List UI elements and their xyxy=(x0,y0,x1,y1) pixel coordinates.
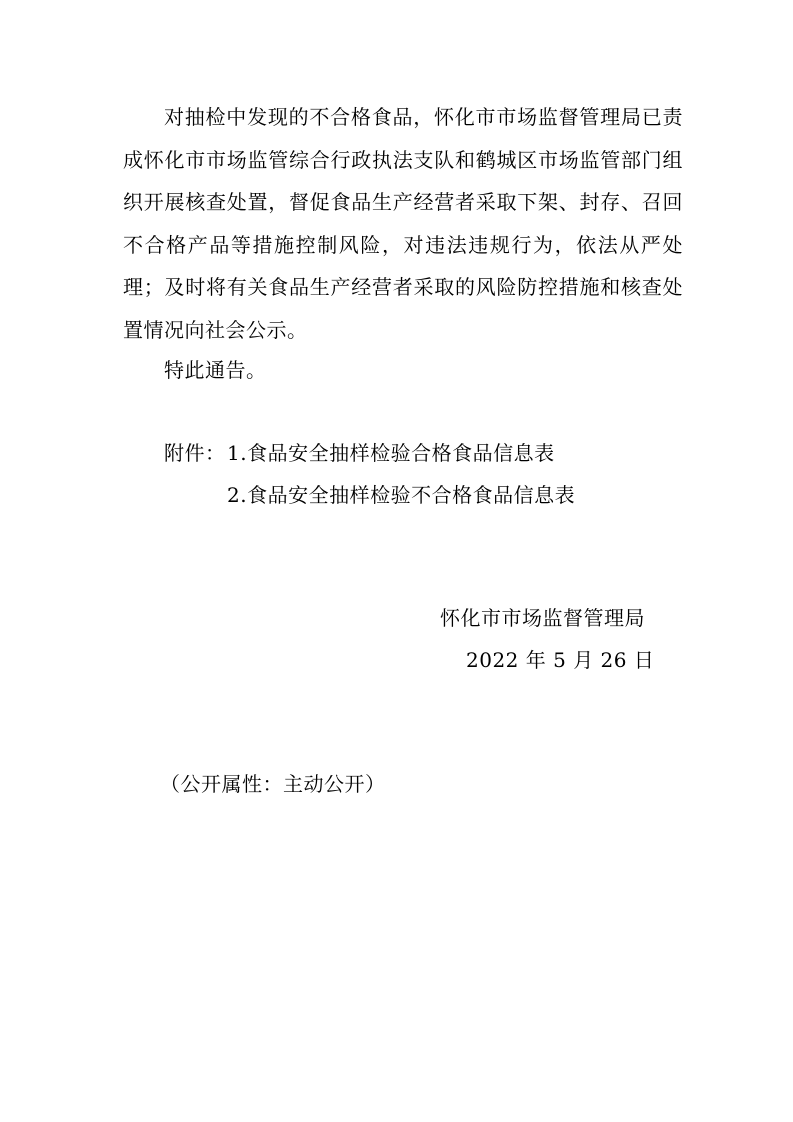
body-paragraph: 对抽检中发现的不合格食品，怀化市市场监督管理局已责成怀化市市场监管综合行政执法支队和鹤城区市场监管部门组织开展核查处置，督促食品生产经营者采取下架、封存、召回不合格产品等措施控制风险，对违法违规行为，依法从严处理；及时将有关食品生产经营者采取的风险防控措施和核查处置情况向社会公示。 xyxy=(123,105,683,342)
issue-date: 2022 年 5 月 26 日 xyxy=(466,648,655,672)
attachment-item-1: 1.食品安全抽样检验合格食品信息表 xyxy=(227,441,555,465)
attachment-item-2: 2.食品安全抽样检验不合格食品信息表 xyxy=(227,483,576,507)
issuing-organization: 怀化市市场监督管理局 xyxy=(440,606,645,630)
disclosure-attribute: （公开属性：主动公开） xyxy=(160,772,386,796)
attachment-label: 附件： xyxy=(164,441,226,465)
notice-closing: 特此通告。 xyxy=(164,358,267,382)
